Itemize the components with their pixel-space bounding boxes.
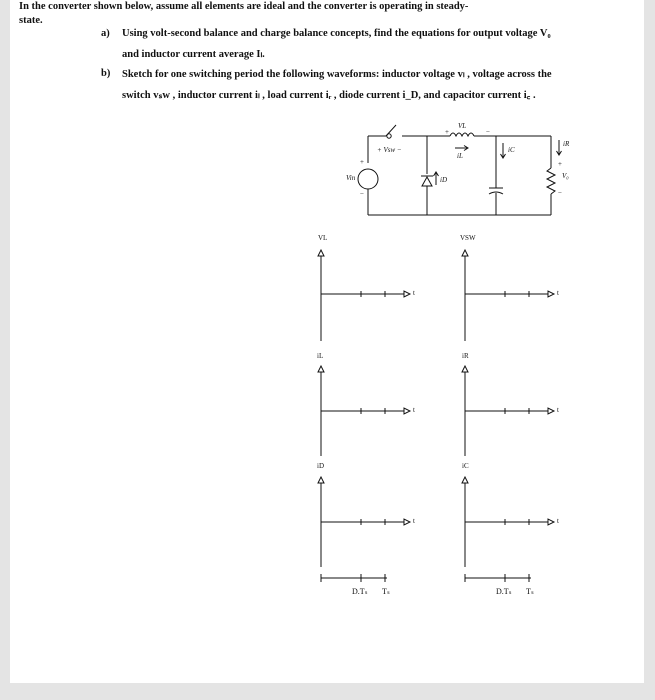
- ts-label-right: Tₛ: [526, 587, 534, 596]
- vo-minus: −: [558, 189, 562, 197]
- vl-circuit-label: VL: [458, 122, 467, 130]
- plot-il: [318, 366, 410, 456]
- part-b-tag: b): [101, 68, 111, 79]
- part-b-line-1: Sketch for one switching period the following waveforms: inductor voltage vₗ , voltage across the: [122, 69, 552, 80]
- vl-minus: −: [486, 128, 490, 136]
- plot-vsw-label: VSW: [460, 234, 476, 242]
- vin-plus: +: [360, 158, 364, 166]
- vsw-circuit-label: + Vsw −: [377, 146, 402, 154]
- ts-label-left: Tₛ: [382, 587, 390, 596]
- dts-label-right: D.Tₛ: [496, 587, 512, 596]
- plot-ir: [462, 366, 554, 456]
- vin-minus: −: [360, 190, 364, 198]
- ic-circuit-label: iC: [508, 146, 515, 154]
- il-circuit-label: iL: [457, 152, 463, 160]
- plot-il-label: iL: [317, 352, 324, 360]
- t-label-ic: t: [557, 517, 559, 525]
- part-b-line-2: switch vₛw , inductor current iₗ , load current iᵣ , diode current i_D, and capacitor current i꜀ .: [122, 90, 536, 101]
- t-label-vsw: t: [557, 289, 559, 297]
- time-axis-left: [321, 574, 387, 582]
- part-a-line-1: Using volt-second balance and charge balance concepts, find the equations for output voltage V₀: [122, 28, 551, 39]
- dts-label-left: D.Tₛ: [352, 587, 368, 596]
- plot-vl: [318, 250, 410, 341]
- vl-plus: +: [445, 128, 449, 136]
- id-circuit-label: iD: [440, 176, 447, 184]
- plot-vsw: [462, 250, 554, 341]
- ir-circuit-label: iR: [563, 140, 570, 148]
- intro-line-1: In the converter shown below, assume all elements are ideal and the converter is operating in steady-: [19, 1, 469, 12]
- intro-line-2: state.: [19, 15, 43, 26]
- plot-vl-label: VL: [318, 234, 328, 242]
- vin-label: Vin: [346, 174, 356, 182]
- plot-ic-label: iC: [462, 462, 469, 470]
- time-axis-right: [465, 574, 531, 582]
- t-label-id: t: [413, 517, 415, 525]
- vo-plus: +: [558, 160, 562, 168]
- part-a-tag: a): [101, 28, 110, 39]
- plot-ir-label: iR: [462, 352, 469, 360]
- plot-ic: [462, 477, 554, 567]
- plot-id: [318, 477, 410, 567]
- t-label-ir: t: [557, 406, 559, 414]
- t-label-vl: t: [413, 289, 415, 297]
- part-a-line-2: and inductor current average Iₗ.: [122, 49, 265, 60]
- vo-circuit-label: V₀: [562, 172, 569, 180]
- plot-id-label: iD: [317, 462, 324, 470]
- t-label-il: t: [413, 406, 415, 414]
